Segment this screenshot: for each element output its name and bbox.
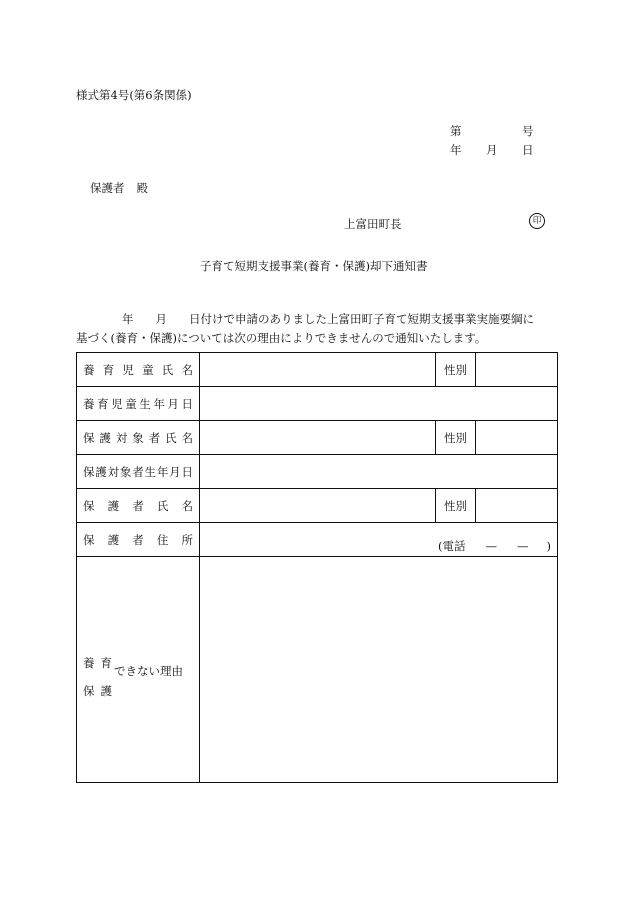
application-info-table xyxy=(76,352,558,783)
document-title: 子育て短期支援事業(養育・保護)却下通知書 xyxy=(200,259,428,273)
target-birth-label-cell xyxy=(77,455,200,489)
body-line-1 xyxy=(76,311,566,327)
target-birth-field[interactable] xyxy=(200,455,558,489)
guardian-sex-field[interactable] xyxy=(476,489,558,523)
document-number-suffix: 号 xyxy=(522,124,534,138)
reason-line-1: 養育 xyxy=(83,656,118,670)
child-name-label-cell xyxy=(77,353,200,387)
target-sex-label: 性別 xyxy=(436,421,476,455)
target-birth-row xyxy=(77,455,558,489)
target-name-field[interactable] xyxy=(200,421,436,455)
child-birth-row xyxy=(77,387,558,421)
child-birth-field[interactable] xyxy=(200,387,558,421)
child-sex-label: 性別 xyxy=(436,353,476,387)
issuer-name: 上富田町長 xyxy=(344,217,402,231)
guardian-address-label: 保護者住所 xyxy=(83,532,193,547)
addressee xyxy=(90,180,148,196)
phone-close: ) xyxy=(546,539,551,553)
issue-date-year: 年 xyxy=(450,143,462,157)
reason-row xyxy=(77,557,558,783)
target-name-row xyxy=(77,421,558,455)
reason-suffix: できない理由 xyxy=(114,664,183,678)
phone-dash-1: — xyxy=(485,539,497,553)
reason-type xyxy=(83,649,118,705)
child-name-field[interactable] xyxy=(200,353,436,387)
child-name-label: 養育児童氏名 xyxy=(83,362,193,377)
reason-field[interactable] xyxy=(200,557,558,783)
target-sex-field[interactable] xyxy=(476,421,558,455)
phone-dash-2: — xyxy=(517,539,529,553)
guardian-address-label-cell xyxy=(77,523,200,557)
child-sex-field[interactable] xyxy=(476,353,558,387)
guardian-address-field[interactable] xyxy=(200,523,558,557)
seal-mark: 印 xyxy=(529,213,545,229)
reason-line-2: 保護 xyxy=(83,684,118,698)
body-line-2: 基づく(養育・保護)については次の理由によりできませんので通知いたします。 xyxy=(76,331,487,345)
child-birth-label: 養育児童生年月日 xyxy=(83,396,193,411)
guardian-sex-label: 性別 xyxy=(436,489,476,523)
document-number-prefix: 第 xyxy=(450,124,462,138)
child-birth-label-cell xyxy=(77,387,200,421)
body-year: 年 xyxy=(122,312,134,326)
child-name-row xyxy=(77,353,558,387)
guardian-name-label-cell xyxy=(77,489,200,523)
issue-date-month: 月 xyxy=(486,143,498,157)
form-number-label: 様式第4号(第6条関係) xyxy=(76,88,192,102)
reason-label-cell xyxy=(77,557,200,783)
phone-open: (電話 xyxy=(438,539,466,553)
addressee-name: 保護者 xyxy=(90,181,125,195)
issue-date-day: 日 xyxy=(522,143,534,157)
body-line-1-text: 日付けで申請のありました上富田町子育て短期支援事業実施要綱に xyxy=(189,312,534,326)
guardian-name-field[interactable] xyxy=(200,489,436,523)
target-birth-label: 保護対象者生年月日 xyxy=(83,464,193,479)
guardian-name-row xyxy=(77,489,558,523)
guardian-name-label: 保護者氏名 xyxy=(83,498,193,513)
target-name-label-cell xyxy=(77,421,200,455)
target-name-label: 保護対象者氏名 xyxy=(83,430,193,445)
guardian-address-row xyxy=(77,523,558,557)
addressee-honorific: 殿 xyxy=(136,181,148,195)
body-month: 月 xyxy=(155,312,167,326)
